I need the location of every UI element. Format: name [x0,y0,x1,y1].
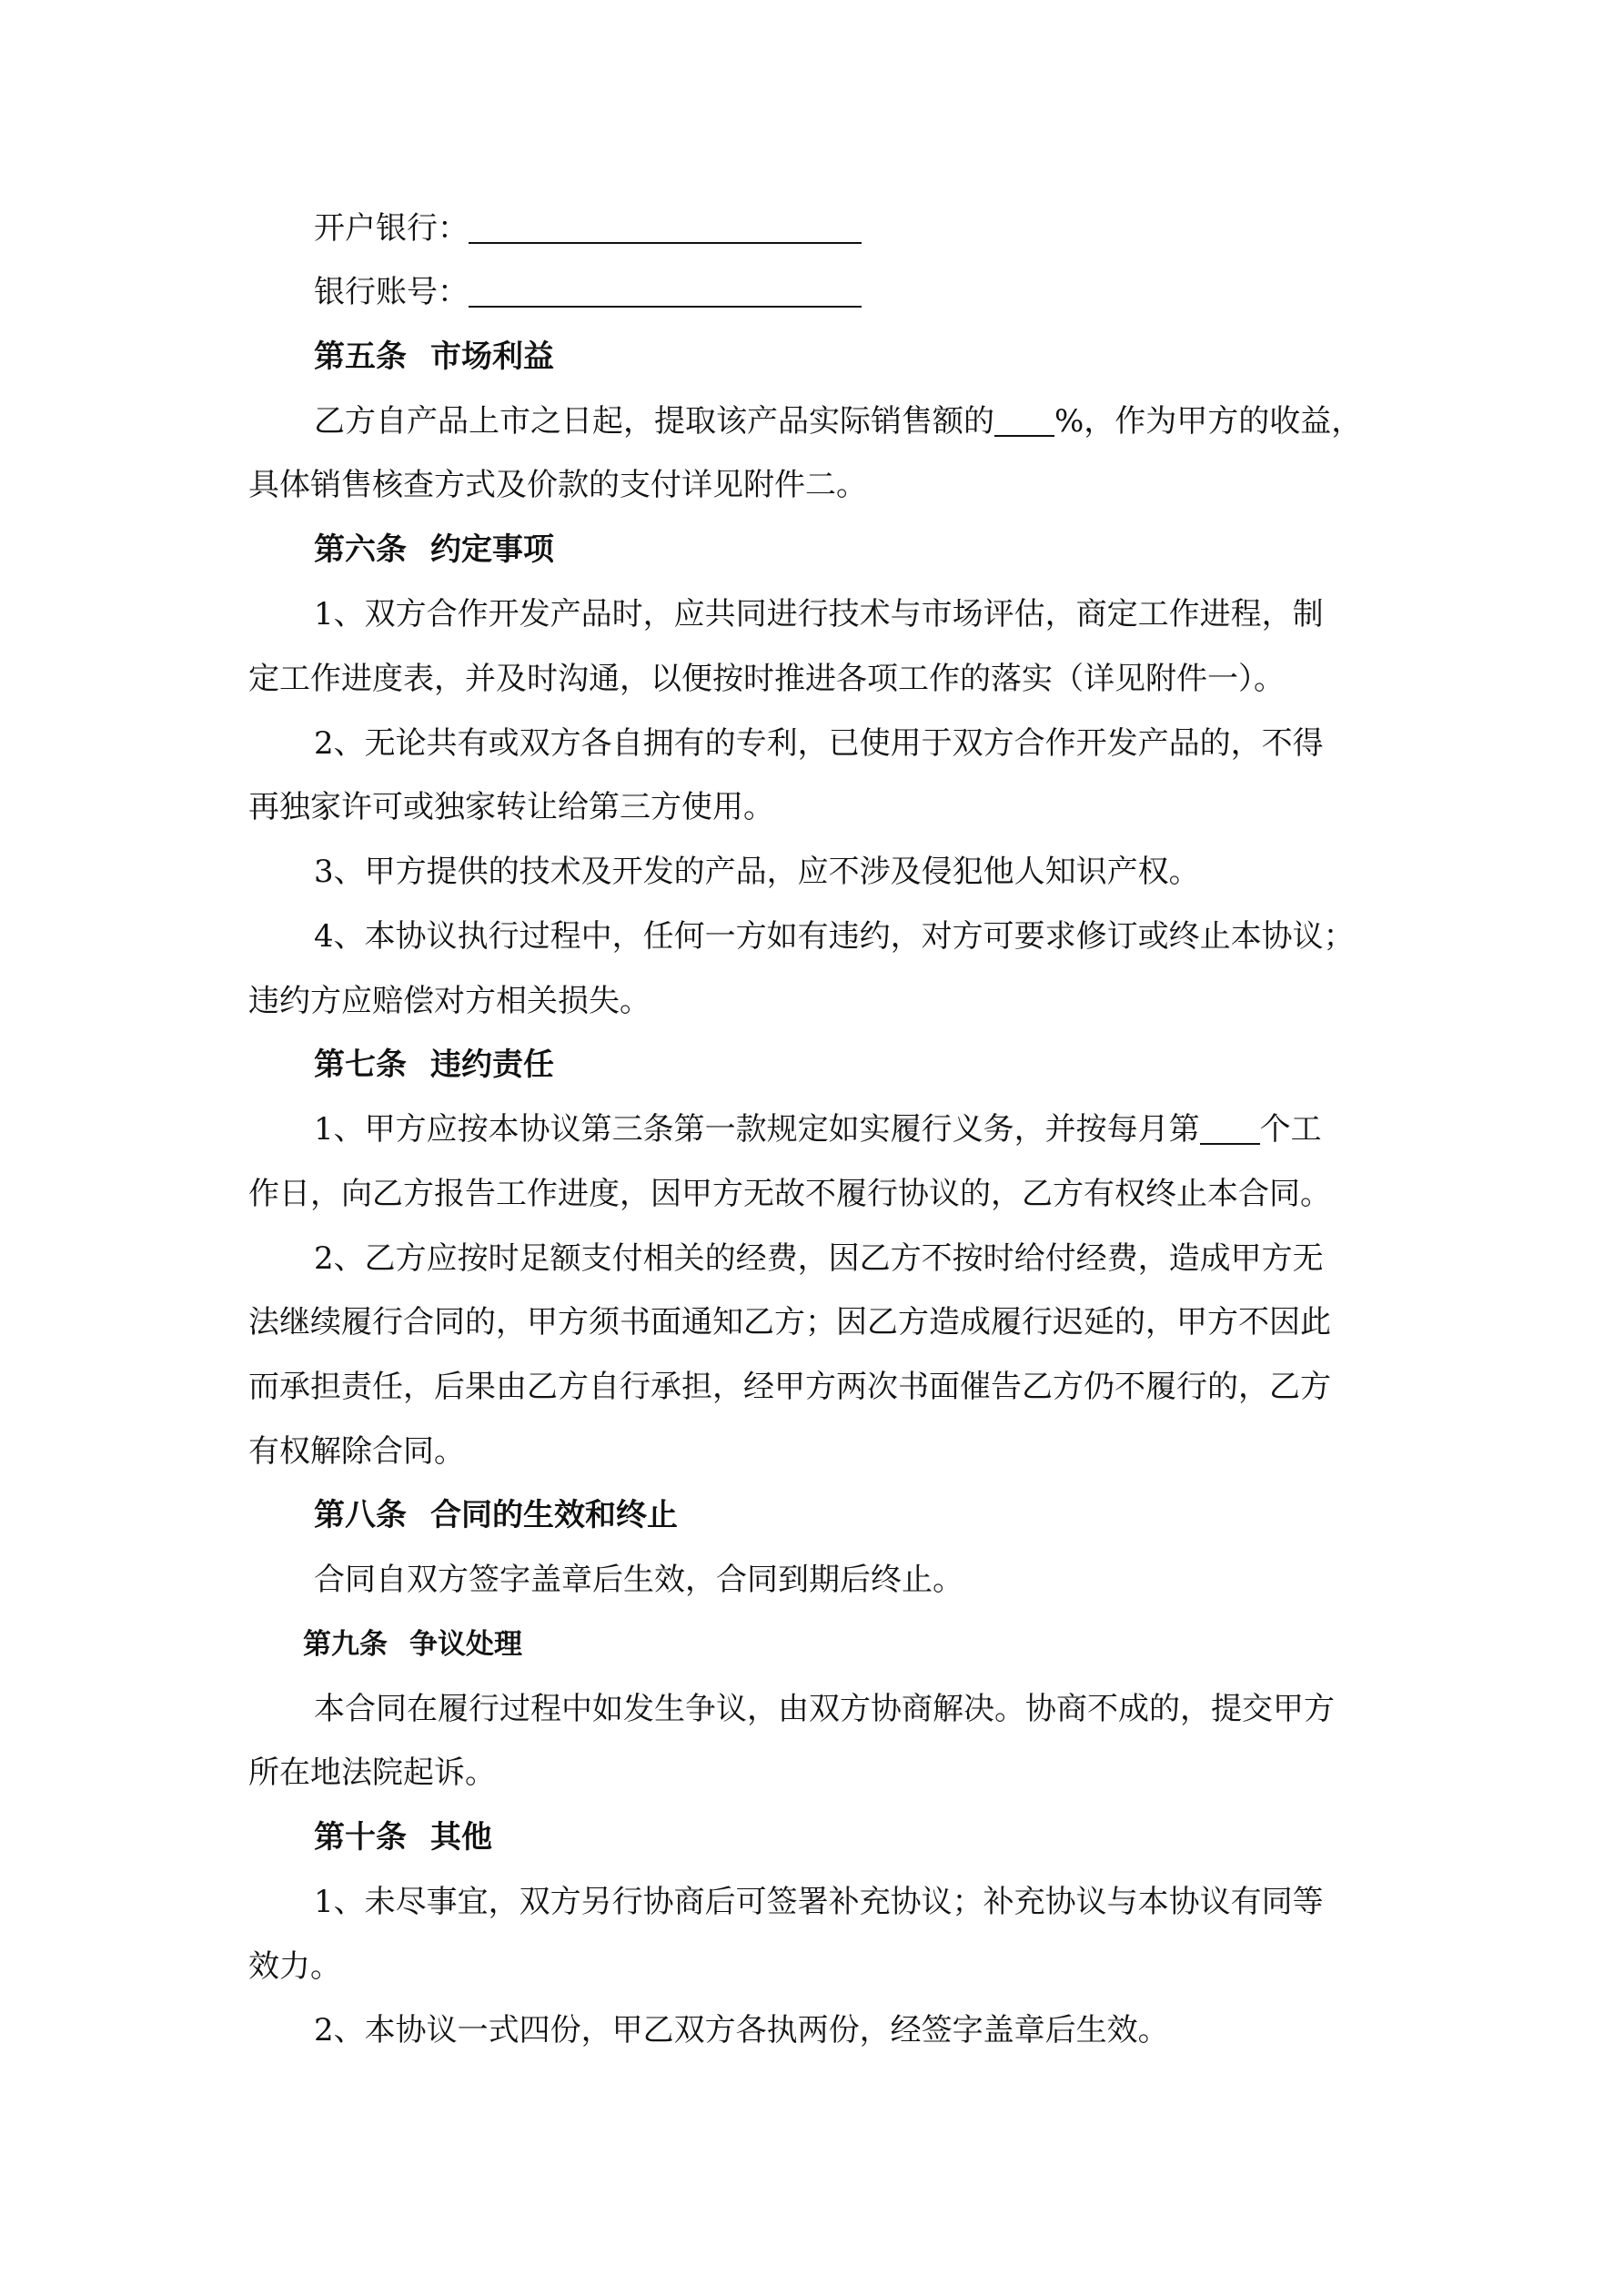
article-5-para-line-1 [314,403,1362,440]
bank-name-line [314,210,862,247]
article-5-number: 第五条 [314,339,407,375]
article-10-title: 其他 [430,1819,492,1856]
article-6-heading [314,531,554,568]
article-6-title: 约定事项 [430,531,554,568]
article-7-item-2-line-3: 而承担责任，后果由乙方自行承担，经甲方两次书面催告乙方仍不履行的，乙方 [248,1369,1331,1405]
article-7-title: 违约责任 [430,1047,554,1083]
article-7-item-1-line-1 [314,1111,1322,1148]
article-6-item-1-line-2: 定工作进度表，并及时沟通，以便按时推进各项工作的落实（详见附件一）。 [248,661,1285,697]
sales-percent-blank[interactable] [994,406,1054,437]
article-8-number: 第八条 [314,1497,407,1533]
article-7-item-1-before: 1、甲方应按本协议第三条第一款规定如实履行义务，并按每月第 [314,1111,1200,1148]
bank-account-label: 银行账号： [314,274,469,310]
article-7-number: 第七条 [314,1047,407,1083]
article-8-title: 合同的生效和终止 [430,1497,678,1533]
article-9-para-line-2: 所在地法院起诉。 [248,1755,496,1791]
article-6-item-4-line-1: 4、本协议执行过程中，任何一方如有违约，对方可要求修订或终止本协议； [314,918,1355,955]
article-7-heading [314,1047,554,1083]
bank-account-line [314,274,862,310]
article-5-title: 市场利益 [430,339,554,375]
article-5-para-line-2: 具体销售核查方式及价款的支付详见附件二。 [248,467,867,503]
article-10-number: 第十条 [314,1819,407,1856]
article-8-para: 合同自双方签字盖章后生效，合同到期后终止。 [314,1562,963,1598]
article-7-item-2-line-2: 法继续履行合同的，甲方须书面通知乙方；因乙方造成履行迟延的，甲方不因此 [248,1304,1331,1340]
article-6-item-2-line-1: 2、无论共有或双方各自拥有的专利，已使用于双方合作开发产品的，不得 [314,725,1324,762]
article-9-number: 第九条 [303,1628,388,1661]
bank-name-blank[interactable] [469,213,862,244]
article-5-text-before: 乙方自产品上市之日起，提取该产品实际销售额的 [314,403,994,440]
article-6-item-2-line-2: 再独家许可或独家转让给第三方使用。 [248,789,774,825]
article-9-para-line-1: 本合同在履行过程中如发生争议，由双方协商解决。协商不成的，提交甲方 [314,1691,1335,1727]
article-10-heading [314,1819,492,1856]
article-10-item-1-line-2: 效力。 [248,1948,341,1985]
article-9-heading [303,1626,522,1663]
article-9-title: 争议处理 [409,1628,522,1661]
article-5-text-after: %，作为甲方的收益， [1054,403,1363,440]
article-5-heading [314,339,554,375]
article-6-item-4-line-2: 违约方应赔偿对方相关损失。 [248,983,651,1019]
workday-blank[interactable] [1200,1114,1260,1145]
article-7-item-1-line-2: 作日，向乙方报告工作进度，因甲方无故不履行协议的，乙方有权终止本合同。 [248,1176,1331,1212]
article-8-heading [314,1497,678,1533]
article-6-item-1-line-1: 1、双方合作开发产品时，应共同进行技术与市场评估，商定工作进程，制 [314,596,1324,632]
article-7-item-2-line-4: 有权解除合同。 [248,1433,465,1470]
article-7-item-2-line-1: 2、乙方应按时足额支付相关的经费，因乙方不按时给付经费，造成甲方无 [314,1240,1324,1277]
article-10-item-2-line-1: 2、本协议一式四份，甲乙双方各执两份，经签字盖章后生效。 [314,2012,1169,2048]
article-6-number: 第六条 [314,531,407,568]
article-6-item-3-line-1: 3、甲方提供的技术及开发的产品，应不涉及侵犯他人知识产权。 [314,854,1200,890]
bank-account-blank[interactable] [469,277,862,308]
article-10-item-1-line-1: 1、未尽事宜，双方另行协商后可签署补充协议；补充协议与本协议有同等 [314,1884,1324,1920]
bank-name-label: 开户银行： [314,210,469,247]
article-7-item-1-after: 个工 [1259,1111,1322,1148]
